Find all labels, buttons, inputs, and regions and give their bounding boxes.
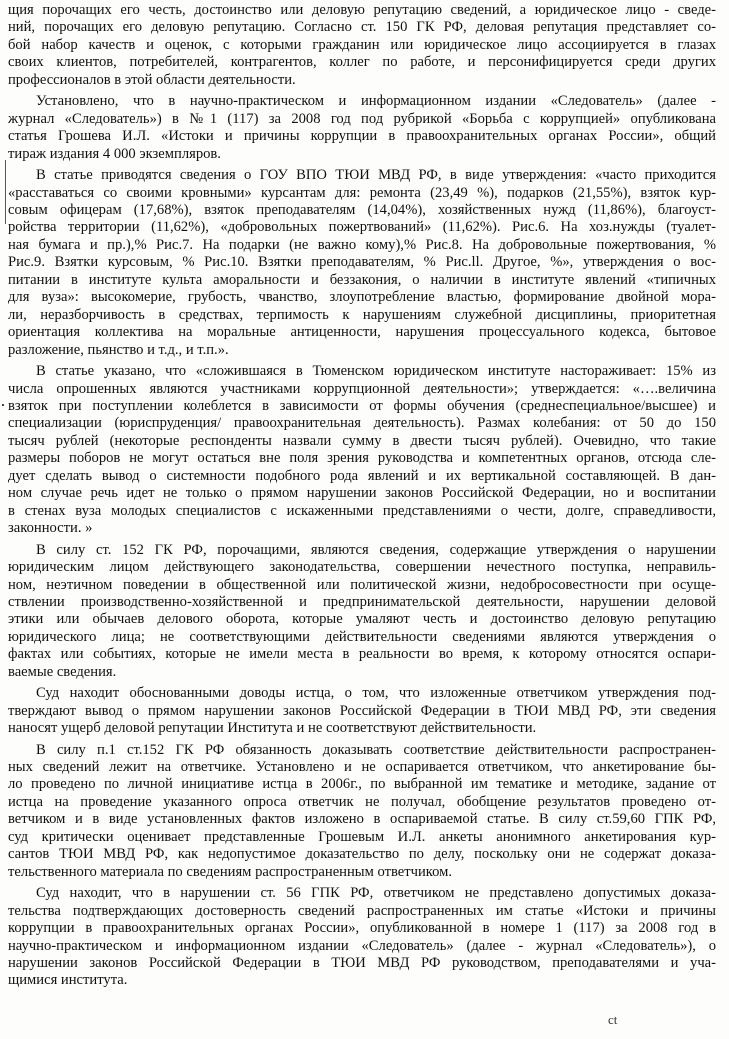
- paragraph: [8, 93, 716, 163]
- paragraph: [8, 363, 716, 538]
- text-line: тельства подтверждающих достоверность сведений распространенных им статье «Истоки и причины: [8, 902, 716, 919]
- text-line: тельственного материала по сведениям распространенным ответчиком.: [8, 863, 453, 880]
- text-line: Установлено, что в научно-практическом и информационном издании «Следователь» (далее -: [36, 93, 716, 110]
- text-line: питании в институте культа аморальности и беззакония, о наличии в институте явлений «типичных: [8, 271, 716, 288]
- text-line: для вуза»: высокомерие, грубость, чванство, злоупотребление властью, формирование двойной мора-: [8, 289, 716, 306]
- text-line: сантов ТЮИ МВД РФ, как недопустимое доказательство по делу, поскольку они не содержат доказа-: [8, 846, 716, 863]
- text-line: В статье указано, что «сложившаяся в Тюменском юридическом институте настораживает: 15% из: [36, 363, 716, 380]
- text-line: Рис.9. Взятки курсовым, % Рис.10. Взятки преподавателям, % Рис.ll. Другое, %», утверждения о вос-: [8, 254, 716, 271]
- text-line: ствлении производственно-хозяйственной и предпринимательской деятельности, нарушении деловой: [8, 593, 716, 610]
- text-line: тираж издания 4 000 экземпляров.: [8, 145, 221, 162]
- text-line: фактах или событиях, которые не имели места в реальности во время, к которому относятся оспари-: [8, 646, 716, 663]
- text-line: в стенах вуза молодых специалистов с искаженными представлениями о чести, долге, справедливости,: [8, 502, 716, 519]
- text-line: истца на проведение указанного опроса ответчик не получал, обобщение результатов проведено от-: [8, 793, 716, 810]
- text-line: Суд находит, что в нарушении ст. 56 ГПК РФ, ответчиком не представлено допустимых доказа-: [36, 885, 716, 902]
- text-line: научно-практическом и информационном издании «Следователь» (далее - журнал «Следователь»), о: [8, 937, 716, 954]
- text-line: юридическим лицом действующего законодательства, совершении нечестного поступка, неправиль-: [8, 559, 716, 576]
- text-line: журнал «Следователь») в №1 (117) за 2008 год под рубрикой «Борьба с коррупцией» опубликована: [8, 110, 716, 127]
- text-line: ных сведений лежит на ответчике. Установлено и не оспаривается ответчиком, что анкетирование бы-: [8, 759, 716, 776]
- text-line: щимися института.: [8, 972, 128, 989]
- paragraph: [8, 167, 716, 359]
- text-line: коррупции в правоохранительных органах России», опубликованной в номере 1 (117) за 2008 год в: [8, 920, 716, 937]
- text-line: ваемые сведения.: [8, 663, 117, 680]
- text-line: своих клиентов, потребителей, контрагентов, коллег по работе, и персонифицируется среди других: [8, 54, 716, 71]
- text-line: нарушении законов Российской Федерации в ТЮИ МВД РФ руководством, преподавателями и уча-: [8, 955, 716, 972]
- document-body: [8, 2, 716, 994]
- paragraph: [8, 685, 716, 737]
- text-line: ориентация коллектива на моральные антиценности, нарушения процессуального кодекса, бытовое: [8, 324, 716, 341]
- paragraph: [8, 742, 716, 882]
- page-mark: ct: [608, 1012, 618, 1027]
- text-line: тысяч рублей (некоторые респонденты назвали сумму в двести тысяч рублей). Очевидно, что такие: [8, 432, 716, 449]
- text-line: ло проведено по личной инициативе истца в 2006г., по выбранной им тематике и методике, задание от: [8, 776, 716, 793]
- text-line: дует сделать вывод о системности подобного рода явлений и их вертикальной составляющей. В дан-: [8, 467, 716, 484]
- text-line: профессионалов в этой области деятельности.: [8, 71, 296, 88]
- text-line: В силу ст. 152 ГК РФ, порочащими, являются сведения, содержащие утверждения о нарушении: [36, 541, 716, 558]
- text-line: ний, порочащих его деловую репутацию. Согласно ст. 150 ГК РФ, деловая репутация представляет со-: [8, 19, 716, 36]
- text-line: ном, неэтичном поведении в общественной или политической жизни, недобросовестности при осуще-: [8, 576, 716, 593]
- text-line: законности. »: [8, 520, 93, 537]
- text-line: ветчиком и в виде установленных фактов изложено в оспариваемой статье. В силу ст.59,60 ГПК РФ,: [8, 811, 716, 828]
- text-line: этики или обычаев делового оборота, которые умаляют честь и достоинство деловую репутацию: [8, 611, 716, 628]
- paragraph: [8, 885, 716, 990]
- text-line: размеры поборов не могут остаться вне поля зрения руководства и компетентных органов, отсюда сле-: [8, 450, 716, 467]
- text-line: «расставаться со своими кровными» курсантам для: ремонта (23,49 %), подарков (21,55%), взяток кур-: [8, 184, 716, 201]
- text-line: специализации (юриспруденция/ правоохранительная деятельность). Размах колебания: от 50 до 150: [8, 415, 716, 432]
- text-line: ли, неразборчивость в средствах, терпимость к нарушениям служебной дисциплины, приоритетная: [8, 306, 716, 323]
- paragraph: [8, 2, 716, 89]
- text-line: ройства территории (11,62%), «добровольных пожертвований» (11,62%). Рис.6. На хоз.нужды (туалет-: [8, 219, 716, 236]
- text-line: совым офицерам (17,68%), взяток преподавателям (14,04%), хозяйственных нужд (11,86%), благоуст-: [8, 201, 716, 218]
- margin-dot: [2, 404, 4, 406]
- text-line: ном случае речь идет не только о прямом нарушении законов Российской Федерации, но и воспитании: [8, 485, 716, 502]
- margin-marker: [5, 160, 6, 224]
- text-line: статья Грошева И.Л. «Истоки и причины коррупции в правоохранительных органах России», общий: [8, 128, 716, 145]
- text-line: взяток при поступлении колеблется в зависимости от формы обучения (среднеспециальное/высшее) и: [8, 397, 716, 414]
- paragraph: [8, 542, 716, 682]
- text-line: юридического лица; не соответствующими действительности сведениями являются утверждения о: [8, 628, 716, 645]
- text-line: В силу п.1 ст.152 ГК РФ обязанность доказывать соответствие действительности распространен-: [36, 741, 716, 758]
- text-line: щия порочащих его честь, достоинство или деловую репутацию сведений, а юридическое лицо - сведе-: [8, 2, 716, 18]
- text-line: числа опрошенных являются участниками коррупционной деятельности»; утверждается: «….величина: [8, 380, 716, 397]
- text-line: тверждают вывод о прямом нарушении законов Российской Федерации в ТЮИ МВД РФ, эти сведения: [8, 702, 716, 719]
- text-line: суд критически оценивает представленные Грошевым И.Л. анкеты анонимного анкетирования кур-: [8, 828, 716, 845]
- text-line: разложение, пьянство и т.д., и т.п.».: [8, 341, 229, 358]
- text-line: наносят ущерб деловой репутации Института и не соответствуют действительности.: [8, 720, 537, 737]
- text-line: бой набор качеств и оценок, с которыми гражданин или юридическое лицо ассоциируется в глазах: [8, 36, 716, 53]
- text-line: В статье приводятся сведения о ГОУ ВПО ТЮИ МВД РФ, в виде утверждения: «часто приходится: [36, 167, 716, 184]
- text-line: ная бумага и пр.),% Рис.7. На подарки (не важно кому),% Рис.8. На добровольные пожертвования, %: [8, 236, 716, 253]
- text-line: Суд находит обоснованными доводы истца, о том, что изложенные ответчиком утверждения под-: [36, 685, 716, 702]
